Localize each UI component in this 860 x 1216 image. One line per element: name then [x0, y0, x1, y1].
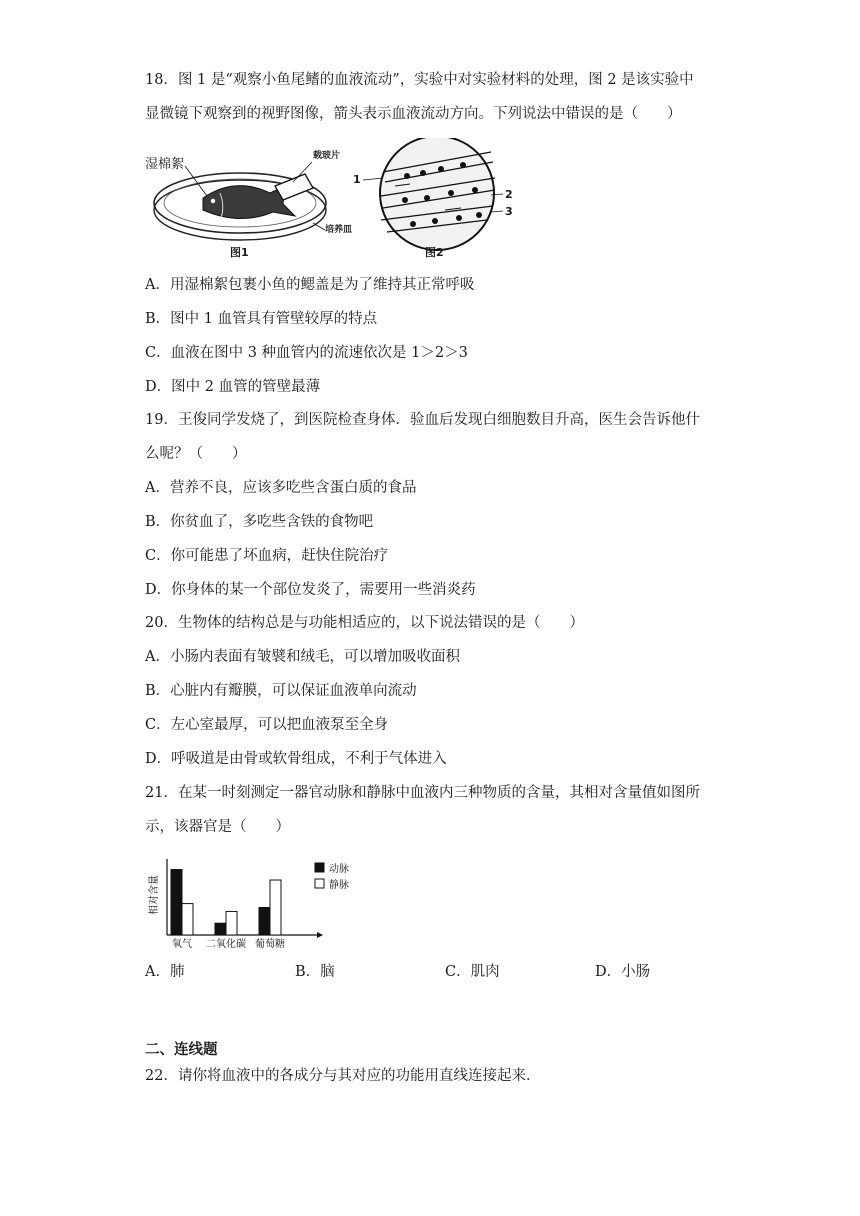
category-label-1: 二氧化碳	[206, 939, 246, 950]
bar-2-1	[270, 880, 281, 935]
q19-stem-line-1: 19．王俊同学发烧了，到医院检查身体．验血后发现白细胞数目升高，医生会告诉他什	[145, 412, 700, 428]
q18-stem-line-1: 18．图 1 是“观察小鱼尾鳍的血液流动”，实验中对实验材料的处理，图 2 是该实验中	[145, 72, 694, 88]
label-wet-cotton: 湿棉絮	[145, 157, 185, 172]
q20-option-c: C．左心室最厚，可以把血液泵至全身	[145, 717, 389, 733]
label-petri-dish: 培养皿	[325, 225, 353, 235]
bar-2-0	[259, 908, 270, 935]
fig2-caption: 图2	[425, 246, 444, 259]
q18-option-d: D．图中 2 血管的管壁最薄	[145, 379, 321, 395]
q21-chart-svg	[145, 855, 375, 950]
bar-1-1	[226, 911, 237, 935]
q20-stem-line-1: 20．生物体的结构总是与功能相适应的，以下说法错误的是（ ）	[145, 615, 584, 631]
q19-option-c: C．你可能患了坏血病，赶快住院治疗	[145, 548, 389, 564]
q18-option-b: B．图中 1 血管具有管壁较厚的特点	[145, 311, 378, 327]
q18-option-c: C．血液在图中 3 种血管内的流速依次是 1＞2＞3	[145, 345, 468, 361]
category-label-2: 葡萄糖	[255, 939, 285, 950]
chart-ylabel: 相对含量	[149, 875, 160, 915]
q21-option-a: A．肺	[145, 964, 185, 980]
section-heading: 二、连线题	[145, 1042, 218, 1058]
q19-stem-line-2: 么呢？（ ）	[145, 446, 247, 462]
q19-option-a: A．营养不良，应该多吃些含蛋白质的食品	[145, 480, 417, 496]
q21-option-d: D．小肠	[595, 964, 651, 980]
vessel-number-1: 1	[353, 173, 361, 186]
q21-stem-line-2: 示，该器官是（ ）	[145, 819, 290, 835]
q20-option-b: B．心脏内有瓣膜，可以保证血液单向流动	[145, 683, 417, 699]
q21-stem-line-1: 21．在某一时刻测定一器官动脉和静脉中血液内三种物质的含量，其相对含量值如图所	[145, 785, 700, 801]
q20-option-a: A．小肠内表面有皱襞和绒毛，可以增加吸收面积	[145, 649, 460, 665]
bar-0-1	[182, 904, 193, 935]
q20-option-d: D．呼吸道是由骨或软骨组成，不利于气体进入	[145, 751, 447, 767]
legend-swatch-0	[315, 863, 324, 872]
vessel-number-2: 2	[505, 188, 513, 201]
q19-option-d: D．你身体的某一个部位发炎了，需要用一些消炎药	[145, 582, 476, 598]
label-coverslip: 载玻片	[313, 151, 341, 161]
q21-option-b: B．脑	[295, 964, 335, 980]
bar-1-0	[215, 923, 226, 935]
coverslip-drawing	[275, 174, 313, 200]
q19-option-b: B．你贫血了，多吃些含铁的食物吧	[145, 514, 374, 530]
chart-x-axis-arrow	[317, 932, 323, 938]
q18-figure	[145, 138, 525, 263]
q21-option-c: C．肌肉	[445, 964, 500, 980]
q18-option-a: A．用湿棉絮包裹小鱼的鳃盖是为了维持其正常呼吸	[145, 277, 475, 293]
vessel-number-3: 3	[505, 205, 513, 218]
legend-label-0: 动脉	[329, 864, 349, 875]
legend-label-1: 静脉	[329, 880, 349, 891]
bar-0-0	[171, 870, 182, 935]
microscope-view-drawing	[380, 138, 495, 250]
q18-stem-line-2: 显微镜下观察到的视野图像，箭头表示血液流动方向。下列说法中错误的是（ ）	[145, 106, 682, 122]
q21-chart	[145, 855, 375, 950]
q22-stem: 22．请你将血液中的各成分与其对应的功能用直线连接起来．	[145, 1068, 541, 1084]
legend-swatch-1	[315, 879, 324, 888]
fig1-caption: 图1	[230, 246, 249, 259]
category-label-0: 氧气	[172, 939, 192, 950]
